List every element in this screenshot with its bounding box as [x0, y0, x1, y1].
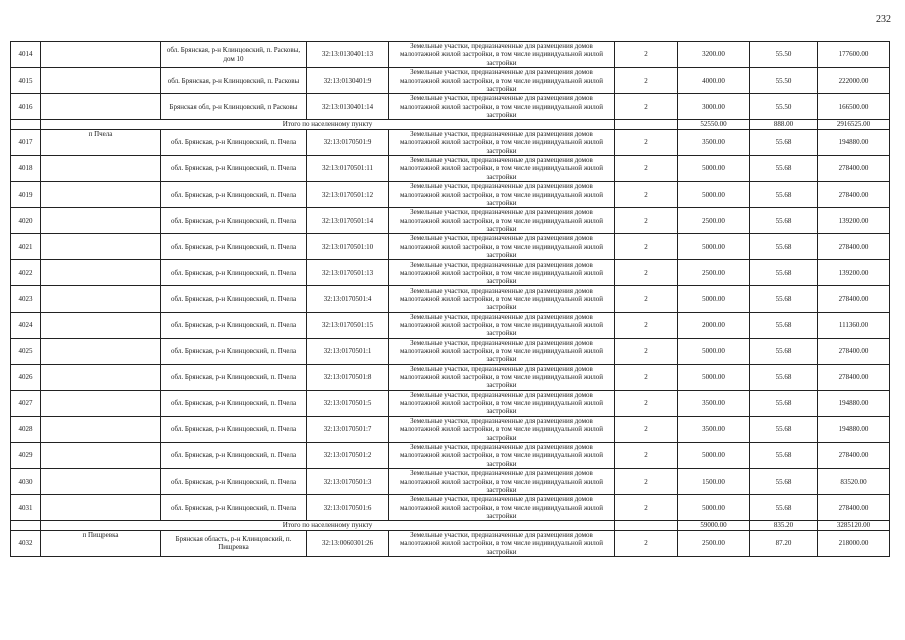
cadastral-value-cell: 139200.00: [818, 260, 890, 286]
area-total-cell: 52550.00: [678, 120, 750, 130]
locality-total-row: [11, 521, 890, 531]
land-use-cell: Земельные участки, предназначенные для размещения домов малоэтажной жилой застройки, в том числе индивидуальной жилой застройки: [389, 443, 615, 469]
land-use-cell: Земельные участки, предназначенные для размещения домов малоэтажной жилой застройки, в том числе индивидуальной жилой застройки: [389, 495, 615, 521]
cadastral-value-cell: 278400.00: [818, 495, 890, 521]
cadastral-value-cell: 111360.00: [818, 312, 890, 338]
row-number-cell: 4027: [11, 390, 41, 416]
row-number-cell: 4016: [11, 94, 41, 120]
area-cell: 3200.00: [678, 42, 750, 68]
rate-cell: 55.68: [750, 129, 818, 155]
locality-cell: [41, 234, 161, 260]
cadastral-number-cell: 32:13:0130401:14: [307, 94, 389, 120]
category-cell: 2: [615, 94, 678, 120]
cadastral-value-cell: 83520.00: [818, 469, 890, 495]
rate-cell: 55.50: [750, 68, 818, 94]
cadastral-number-cell: 32:13:0170501:11: [307, 155, 389, 181]
category-cell: 2: [615, 129, 678, 155]
table-row: [11, 42, 890, 68]
rate-cell: 55.68: [750, 155, 818, 181]
area-cell: 5000.00: [678, 443, 750, 469]
category-cell: [615, 521, 678, 531]
address-cell: обл. Брянская, р-н Клинцовский, п. Пчела: [161, 260, 307, 286]
cadastral-number-cell: 32:13:0170501:8: [307, 364, 389, 390]
address-cell: обл. Брянская, р-н Клинцовский, п. Пчела: [161, 155, 307, 181]
rate-cell: 55.68: [750, 234, 818, 260]
area-cell: 1500.00: [678, 469, 750, 495]
rate-total-cell: 888.00: [750, 120, 818, 130]
table-row: [11, 495, 890, 521]
table-row: [11, 182, 890, 208]
row-number-cell: 4020: [11, 208, 41, 234]
cadastral-value-cell: 177600.00: [818, 42, 890, 68]
land-use-cell: Земельные участки, предназначенные для размещения домов малоэтажной жилой застройки, в том числе индивидуальной жилой застройки: [389, 155, 615, 181]
category-cell: 2: [615, 443, 678, 469]
rate-cell: 55.50: [750, 94, 818, 120]
rate-cell: 55.68: [750, 416, 818, 442]
locality-cell: [41, 390, 161, 416]
land-use-cell: Земельные участки, предназначенные для размещения домов малоэтажной жилой застройки, в том числе индивидуальной жилой застройки: [389, 68, 615, 94]
page-number: 232: [876, 14, 891, 25]
cadastral-value-cell: 278400.00: [818, 443, 890, 469]
cadastral-value-cell: 194880.00: [818, 129, 890, 155]
rate-cell: 55.68: [750, 364, 818, 390]
land-use-cell: Земельные участки, предназначенные для размещения домов малоэтажной жилой застройки, в том числе индивидуальной жилой застройки: [389, 469, 615, 495]
land-use-cell: Земельные участки, предназначенные для размещения домов малоэтажной жилой застройки, в том числе индивидуальной жилой застройки: [389, 338, 615, 364]
area-cell: 5000.00: [678, 338, 750, 364]
locality-cell: [41, 94, 161, 120]
address-cell: обл. Брянская, р-н Клинцовский, п. Пчела: [161, 312, 307, 338]
locality-cell: п Пищревка: [41, 530, 161, 556]
cadastral-number-cell: 32:13:0170501:4: [307, 286, 389, 312]
value-total-cell: 2916525.00: [818, 120, 890, 130]
area-cell: 2000.00: [678, 312, 750, 338]
area-cell: 4000.00: [678, 68, 750, 94]
category-cell: 2: [615, 234, 678, 260]
rate-cell: 87.20: [750, 530, 818, 556]
locality-cell: [41, 182, 161, 208]
address-cell: обл. Брянская, р-н Клинцовский, п. Пчела: [161, 364, 307, 390]
category-cell: 2: [615, 530, 678, 556]
locality-cell: [41, 155, 161, 181]
table-row: [11, 68, 890, 94]
rate-total-cell: 835.20: [750, 521, 818, 531]
locality-cell: [41, 286, 161, 312]
address-cell: обл. Брянская, р-н Клинцовский, п. Пчела: [161, 416, 307, 442]
row-number-cell: 4026: [11, 364, 41, 390]
land-use-cell: Земельные участки, предназначенные для размещения домов малоэтажной жилой застройки, в том числе индивидуальной жилой застройки: [389, 260, 615, 286]
row-number-cell: 4017: [11, 129, 41, 155]
cadastral-number-cell: 32:13:0170501:1: [307, 338, 389, 364]
row-number-cell: 4021: [11, 234, 41, 260]
table-row: [11, 390, 890, 416]
category-cell: 2: [615, 469, 678, 495]
address-cell: обл. Брянская, р-н Клинцовский, п. Расковы, дом 10: [161, 42, 307, 68]
table-row: [11, 312, 890, 338]
table-row: [11, 530, 890, 556]
row-number-cell: 4029: [11, 443, 41, 469]
cadastral-value-cell: 194880.00: [818, 390, 890, 416]
category-cell: 2: [615, 155, 678, 181]
row-number-cell: 4015: [11, 68, 41, 94]
cadastral-value-cell: 139200.00: [818, 208, 890, 234]
cadastral-number-cell: 32:13:0170501:13: [307, 260, 389, 286]
land-use-cell: Земельные участки, предназначенные для размещения домов малоэтажной жилой застройки, в том числе индивидуальной жилой застройки: [389, 129, 615, 155]
row-number-cell: 4014: [11, 42, 41, 68]
land-use-cell: Земельные участки, предназначенные для размещения домов малоэтажной жилой застройки, в том числе индивидуальной жилой застройки: [389, 208, 615, 234]
area-cell: 3500.00: [678, 390, 750, 416]
table-row: [11, 416, 890, 442]
cadastral-number-cell: 32:13:0170501:12: [307, 182, 389, 208]
cadastral-number-cell: 32:13:0130401:9: [307, 68, 389, 94]
table-row: [11, 338, 890, 364]
area-cell: 3000.00: [678, 94, 750, 120]
area-cell: 2500.00: [678, 208, 750, 234]
address-cell: обл. Брянская, р-н Клинцовский, п. Пчела: [161, 129, 307, 155]
category-cell: 2: [615, 364, 678, 390]
cadastral-number-cell: 32:13:0170501:7: [307, 416, 389, 442]
category-cell: 2: [615, 42, 678, 68]
land-use-cell: Земельные участки, предназначенные для размещения домов малоэтажной жилой застройки, в том числе индивидуальной жилой застройки: [389, 182, 615, 208]
locality-cell: [41, 260, 161, 286]
area-cell: 5000.00: [678, 364, 750, 390]
cadastral-number-cell: 32:13:0060301:26: [307, 530, 389, 556]
cadastral-value-cell: 194880.00: [818, 416, 890, 442]
address-cell: обл. Брянская, р-н Клинцовский, п. Пчела: [161, 234, 307, 260]
locality-cell: [41, 312, 161, 338]
area-total-cell: 59000.00: [678, 521, 750, 531]
category-cell: [615, 120, 678, 130]
land-use-cell: Земельные участки, предназначенные для размещения домов малоэтажной жилой застройки, в том числе индивидуальной жилой застройки: [389, 390, 615, 416]
total-label-cell: Итого по населенному пункту: [41, 120, 615, 130]
cadastral-value-cell: 278400.00: [818, 155, 890, 181]
cadastral-value-cell: 278400.00: [818, 338, 890, 364]
address-cell: обл. Брянская, р-н Клинцовский, п. Пчела: [161, 469, 307, 495]
cadastral-value-cell: 278400.00: [818, 182, 890, 208]
land-use-cell: Земельные участки, предназначенные для размещения домов малоэтажной жилой застройки, в том числе индивидуальной жилой застройки: [389, 530, 615, 556]
cadastral-value-cell: 278400.00: [818, 364, 890, 390]
locality-cell: [41, 495, 161, 521]
category-cell: 2: [615, 416, 678, 442]
rate-cell: 55.68: [750, 182, 818, 208]
cadastral-number-cell: 32:13:0130401:13: [307, 42, 389, 68]
cadastral-value-cell: 278400.00: [818, 234, 890, 260]
address-cell: обл. Брянская, р-н Клинцовский, п. Расковы: [161, 68, 307, 94]
address-cell: обл. Брянская, р-н Клинцовский, п. Пчела: [161, 443, 307, 469]
cadastral-number-cell: 32:13:0170501:3: [307, 469, 389, 495]
address-cell: обл. Брянская, р-н Клинцовский, п. Пчела: [161, 338, 307, 364]
category-cell: 2: [615, 286, 678, 312]
address-cell: Брянская обл, р-н Клинцовский, п Расковы: [161, 94, 307, 120]
table-row: [11, 155, 890, 181]
table-row: [11, 443, 890, 469]
cadastral-number-cell: 32:13:0170501:15: [307, 312, 389, 338]
category-cell: 2: [615, 260, 678, 286]
land-use-cell: Земельные участки, предназначенные для размещения домов малоэтажной жилой застройки, в том числе индивидуальной жилой застройки: [389, 364, 615, 390]
land-use-cell: Земельные участки, предназначенные для размещения домов малоэтажной жилой застройки, в том числе индивидуальной жилой застройки: [389, 234, 615, 260]
table-row: [11, 364, 890, 390]
area-cell: 2500.00: [678, 260, 750, 286]
row-number-cell: 4031: [11, 495, 41, 521]
table-row: [11, 234, 890, 260]
locality-total-row: [11, 120, 890, 130]
category-cell: 2: [615, 182, 678, 208]
cadastral-number-cell: 32:13:0170501:2: [307, 443, 389, 469]
area-cell: 2500.00: [678, 530, 750, 556]
cadastral-value-cell: 278400.00: [818, 286, 890, 312]
area-cell: 5000.00: [678, 182, 750, 208]
rate-cell: 55.68: [750, 338, 818, 364]
locality-cell: п Пчела: [41, 129, 161, 155]
cadastral-number-cell: 32:13:0170501:9: [307, 129, 389, 155]
row-number-cell: 4028: [11, 416, 41, 442]
rate-cell: 55.50: [750, 42, 818, 68]
category-cell: 2: [615, 495, 678, 521]
total-label-cell: Итого по населенному пункту: [41, 521, 615, 531]
row-number-cell: 4019: [11, 182, 41, 208]
value-total-cell: 3285120.00: [818, 521, 890, 531]
cadastral-value-cell: 166500.00: [818, 94, 890, 120]
rate-cell: 55.68: [750, 469, 818, 495]
locality-cell: [41, 208, 161, 234]
row-number-cell: 4024: [11, 312, 41, 338]
table-row: [11, 469, 890, 495]
category-cell: 2: [615, 338, 678, 364]
area-cell: 5000.00: [678, 495, 750, 521]
land-use-cell: Земельные участки, предназначенные для размещения домов малоэтажной жилой застройки, в том числе индивидуальной жилой застройки: [389, 42, 615, 68]
locality-cell: [41, 443, 161, 469]
row-number-cell: 4018: [11, 155, 41, 181]
category-cell: 2: [615, 312, 678, 338]
locality-cell: [41, 42, 161, 68]
row-number-cell: [11, 521, 41, 531]
row-number-cell: 4030: [11, 469, 41, 495]
land-use-cell: Земельные участки, предназначенные для размещения домов малоэтажной жилой застройки, в том числе индивидуальной жилой застройки: [389, 312, 615, 338]
address-cell: обл. Брянская, р-н Клинцовский, п. Пчела: [161, 495, 307, 521]
cadastral-number-cell: 32:13:0170501:5: [307, 390, 389, 416]
rate-cell: 55.68: [750, 443, 818, 469]
locality-cell: [41, 469, 161, 495]
area-cell: 5000.00: [678, 286, 750, 312]
rate-cell: 55.68: [750, 390, 818, 416]
row-number-cell: 4022: [11, 260, 41, 286]
locality-cell: [41, 416, 161, 442]
row-number-cell: [11, 120, 41, 130]
land-use-cell: Земельные участки, предназначенные для размещения домов малоэтажной жилой застройки, в том числе индивидуальной жилой застройки: [389, 94, 615, 120]
address-cell: обл. Брянская, р-н Клинцовский, п. Пчела: [161, 208, 307, 234]
rate-cell: 55.68: [750, 208, 818, 234]
area-cell: 3500.00: [678, 416, 750, 442]
category-cell: 2: [615, 390, 678, 416]
row-number-cell: 4023: [11, 286, 41, 312]
address-cell: обл. Брянская, р-н Клинцовский, п. Пчела: [161, 182, 307, 208]
address-cell: Брянская область, р-н Клинцовский, п. Пищревка: [161, 530, 307, 556]
rate-cell: 55.68: [750, 286, 818, 312]
area-cell: 3500.00: [678, 129, 750, 155]
category-cell: 2: [615, 208, 678, 234]
locality-cell: [41, 364, 161, 390]
rate-cell: 55.68: [750, 312, 818, 338]
cadastral-number-cell: 32:13:0170501:10: [307, 234, 389, 260]
cadastral-value-cell: 222000.00: [818, 68, 890, 94]
land-use-cell: Земельные участки, предназначенные для размещения домов малоэтажной жилой застройки, в том числе индивидуальной жилой застройки: [389, 286, 615, 312]
table-row: [11, 260, 890, 286]
category-cell: 2: [615, 68, 678, 94]
area-cell: 5000.00: [678, 155, 750, 181]
table-row: [11, 286, 890, 312]
area-cell: 5000.00: [678, 234, 750, 260]
locality-cell: [41, 68, 161, 94]
rate-cell: 55.68: [750, 260, 818, 286]
address-cell: обл. Брянская, р-н Клинцовский, п. Пчела: [161, 286, 307, 312]
cadastral-number-cell: 32:13:0170501:6: [307, 495, 389, 521]
locality-cell: [41, 338, 161, 364]
row-number-cell: 4032: [11, 530, 41, 556]
row-number-cell: 4025: [11, 338, 41, 364]
land-use-cell: Земельные участки, предназначенные для размещения домов малоэтажной жилой застройки, в том числе индивидуальной жилой застройки: [389, 416, 615, 442]
table-row: [11, 94, 890, 120]
rate-cell: 55.68: [750, 495, 818, 521]
address-cell: обл. Брянская, р-н Клинцовский, п. Пчела: [161, 390, 307, 416]
cadastral-number-cell: 32:13:0170501:14: [307, 208, 389, 234]
table-row: [11, 129, 890, 155]
table-row: [11, 208, 890, 234]
cadastral-value-cell: 218000.00: [818, 530, 890, 556]
land-register-table: [10, 41, 890, 557]
